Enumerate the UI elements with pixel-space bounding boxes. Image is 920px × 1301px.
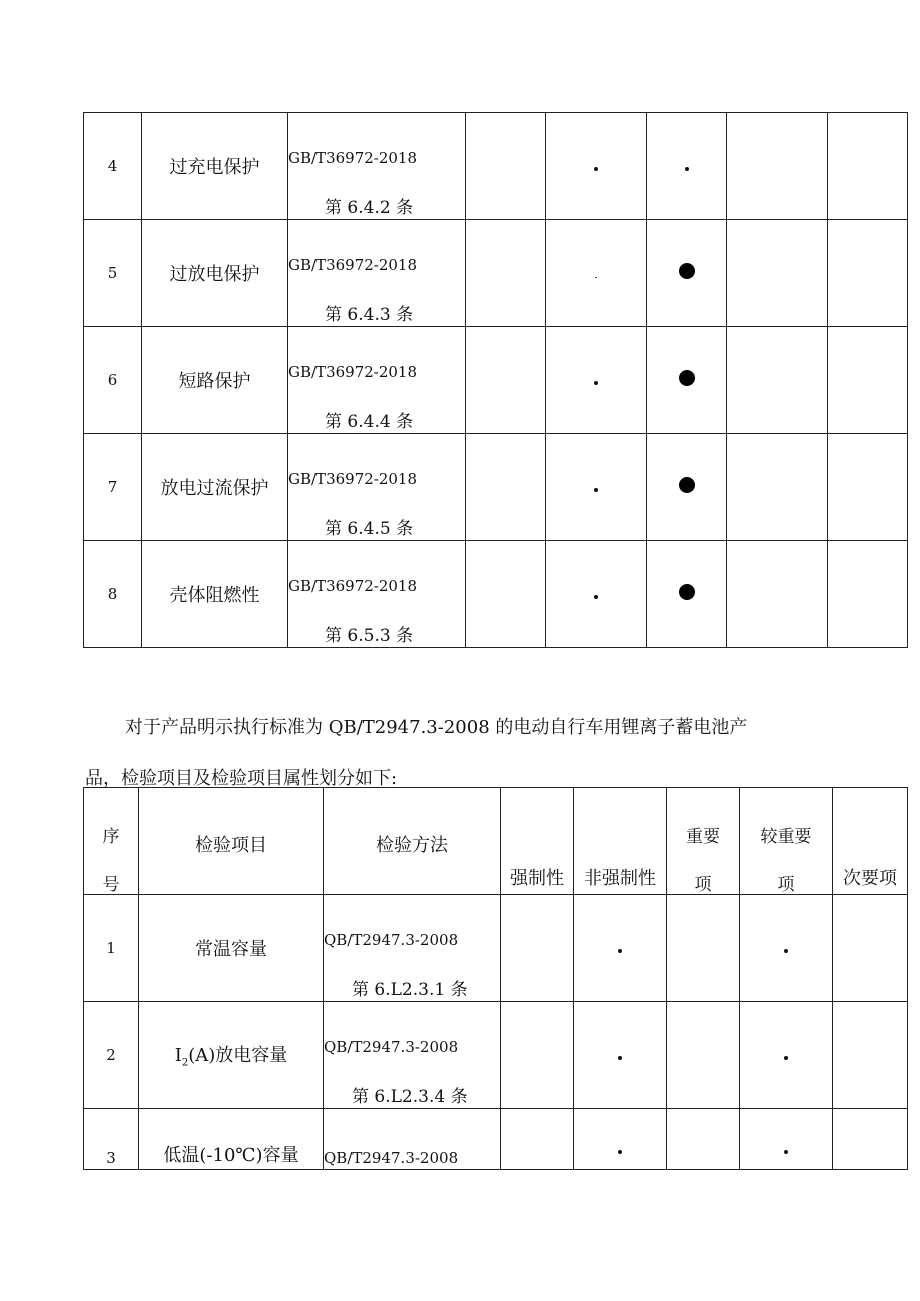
method-standard: GB/T36972-2018 <box>288 363 418 381</box>
row-number: 2 <box>84 1002 139 1109</box>
small-dot-mark <box>685 167 689 171</box>
mark-cell <box>574 895 667 1002</box>
row-number: 4 <box>84 113 142 220</box>
table-row <box>84 1109 908 1170</box>
mark-cell <box>546 113 647 220</box>
empty-cell <box>828 541 908 648</box>
method-clause: 第 6.4.4 条 <box>325 412 414 432</box>
empty-cell <box>466 220 546 327</box>
empty-cell <box>466 113 546 220</box>
table-row <box>84 1002 908 1109</box>
method-standard: GB/T36972-2018 <box>288 256 418 274</box>
empty-cell <box>727 434 828 541</box>
table-row <box>84 327 908 434</box>
inspection-method <box>288 434 466 541</box>
row-number: 1 <box>84 895 139 1002</box>
small-dot-mark <box>784 1056 788 1060</box>
mark-cell <box>647 327 727 434</box>
mark-cell <box>574 1002 667 1109</box>
mark-cell <box>546 541 647 648</box>
small-dot-mark <box>618 949 622 953</box>
large-dot-mark <box>679 477 695 493</box>
empty-cell <box>727 220 828 327</box>
mark-cell <box>740 895 833 1002</box>
small-dot-mark <box>784 949 788 953</box>
inspection-method <box>288 541 466 648</box>
large-dot-mark <box>679 584 695 600</box>
intro-paragraph-line1: 对于产品明示执行标准为 QB/T2947.3-2008 的电动自行车用锂离子蓄电池产 <box>125 717 748 738</box>
tiny-dot-mark <box>595 277 597 279</box>
inspection-item: 放电过流保护 <box>142 434 288 541</box>
inspection-table-qb <box>83 787 908 1170</box>
method-clause: 第 6.L2.3.4 条 <box>352 1087 468 1107</box>
header-minor: 次要项 <box>833 788 908 895</box>
empty-cell <box>727 541 828 648</box>
mark-cell <box>740 1109 833 1170</box>
method-clause: 第 6.4.5 条 <box>325 519 414 539</box>
method-standard: GB/T36972-2018 <box>288 149 418 167</box>
row-number: 5 <box>84 220 142 327</box>
empty-cell <box>833 1109 908 1170</box>
empty-cell <box>727 327 828 434</box>
inspection-item: 过充电保护 <box>142 113 288 220</box>
mark-cell <box>647 434 727 541</box>
inspection-method <box>324 1002 501 1109</box>
mark-cell <box>546 434 647 541</box>
method-clause: 第 6.L2.3.1 条 <box>352 980 468 1000</box>
empty-cell <box>466 327 546 434</box>
mark-cell <box>647 113 727 220</box>
inspection-table-gb <box>83 112 908 648</box>
table-row <box>84 434 908 541</box>
table-row <box>84 541 908 648</box>
empty-cell <box>667 895 740 1002</box>
empty-cell <box>828 327 908 434</box>
header-important: 重要 项 <box>667 788 740 895</box>
empty-cell <box>833 1002 908 1109</box>
empty-cell <box>466 541 546 648</box>
empty-cell <box>466 434 546 541</box>
header-method-label: 检验方法 <box>376 835 448 856</box>
small-dot-mark <box>784 1150 788 1154</box>
small-dot-mark <box>594 488 598 492</box>
small-dot-mark <box>618 1150 622 1154</box>
method-standard: QB/T2947.3-2008 <box>324 1038 459 1056</box>
inspection-method <box>324 1109 501 1170</box>
header-item <box>139 788 324 895</box>
mark-cell <box>546 220 647 327</box>
header-less-important: 较重要 项 <box>740 788 833 895</box>
empty-cell <box>501 1109 574 1170</box>
method-clause: 第 6.5.3 条 <box>325 626 414 646</box>
mark-cell <box>647 220 727 327</box>
empty-cell <box>828 434 908 541</box>
empty-cell <box>828 220 908 327</box>
row-number: 8 <box>84 541 142 648</box>
header-non-mandatory: 非强制性 <box>574 788 667 895</box>
header-item-label: 检验项目 <box>195 835 267 856</box>
table-row <box>84 220 908 327</box>
empty-cell <box>727 113 828 220</box>
method-standard: QB/T2947.3-2008 <box>324 931 459 949</box>
small-dot-mark <box>594 595 598 599</box>
method-clause: 第 6.4.2 条 <box>325 198 414 218</box>
inspection-item: 低温(-10℃)容量 <box>139 1109 324 1170</box>
inspection-method <box>324 895 501 1002</box>
header-number <box>84 788 139 895</box>
table-row <box>84 113 908 220</box>
inspection-method <box>288 113 466 220</box>
row-number: 3 <box>84 1109 139 1170</box>
header-method <box>324 788 501 895</box>
mark-cell <box>546 327 647 434</box>
empty-cell <box>833 895 908 1002</box>
method-standard: GB/T36972-2018 <box>288 577 418 595</box>
inspection-method <box>288 220 466 327</box>
empty-cell <box>828 113 908 220</box>
inspection-item: $I_2(A)$放电容量 <box>139 1002 324 1109</box>
row-number: 6 <box>84 327 142 434</box>
method-standard: GB/T36972-2018 <box>288 470 418 488</box>
inspection-item: 壳体阻燃性 <box>142 541 288 648</box>
header-mandatory: 强制性 <box>501 788 574 895</box>
large-dot-mark <box>679 263 695 279</box>
header-number-line1: 序 <box>102 827 120 847</box>
small-dot-mark <box>594 381 598 385</box>
large-dot-mark <box>679 370 695 386</box>
table-header-row <box>84 788 908 895</box>
empty-cell <box>667 1002 740 1109</box>
mark-cell <box>740 1002 833 1109</box>
empty-cell <box>501 895 574 1002</box>
intro-paragraph-line2: 品，检验项目及检验项目属性划分如下: <box>85 768 398 789</box>
small-dot-mark <box>618 1056 622 1060</box>
row-number: 7 <box>84 434 142 541</box>
empty-cell <box>667 1109 740 1170</box>
small-dot-mark <box>594 167 598 171</box>
table-row <box>84 895 908 1002</box>
inspection-item: 过放电保护 <box>142 220 288 327</box>
inspection-item: 常温容量 <box>139 895 324 1002</box>
method-standard: QB/T2947.3-2008 <box>324 1149 459 1167</box>
inspection-method <box>288 327 466 434</box>
mark-cell <box>574 1109 667 1170</box>
method-clause: 第 6.4.3 条 <box>325 305 414 325</box>
empty-cell <box>501 1002 574 1109</box>
inspection-item: 短路保护 <box>142 327 288 434</box>
mark-cell <box>647 541 727 648</box>
header-number-line2: 号 <box>102 875 120 895</box>
